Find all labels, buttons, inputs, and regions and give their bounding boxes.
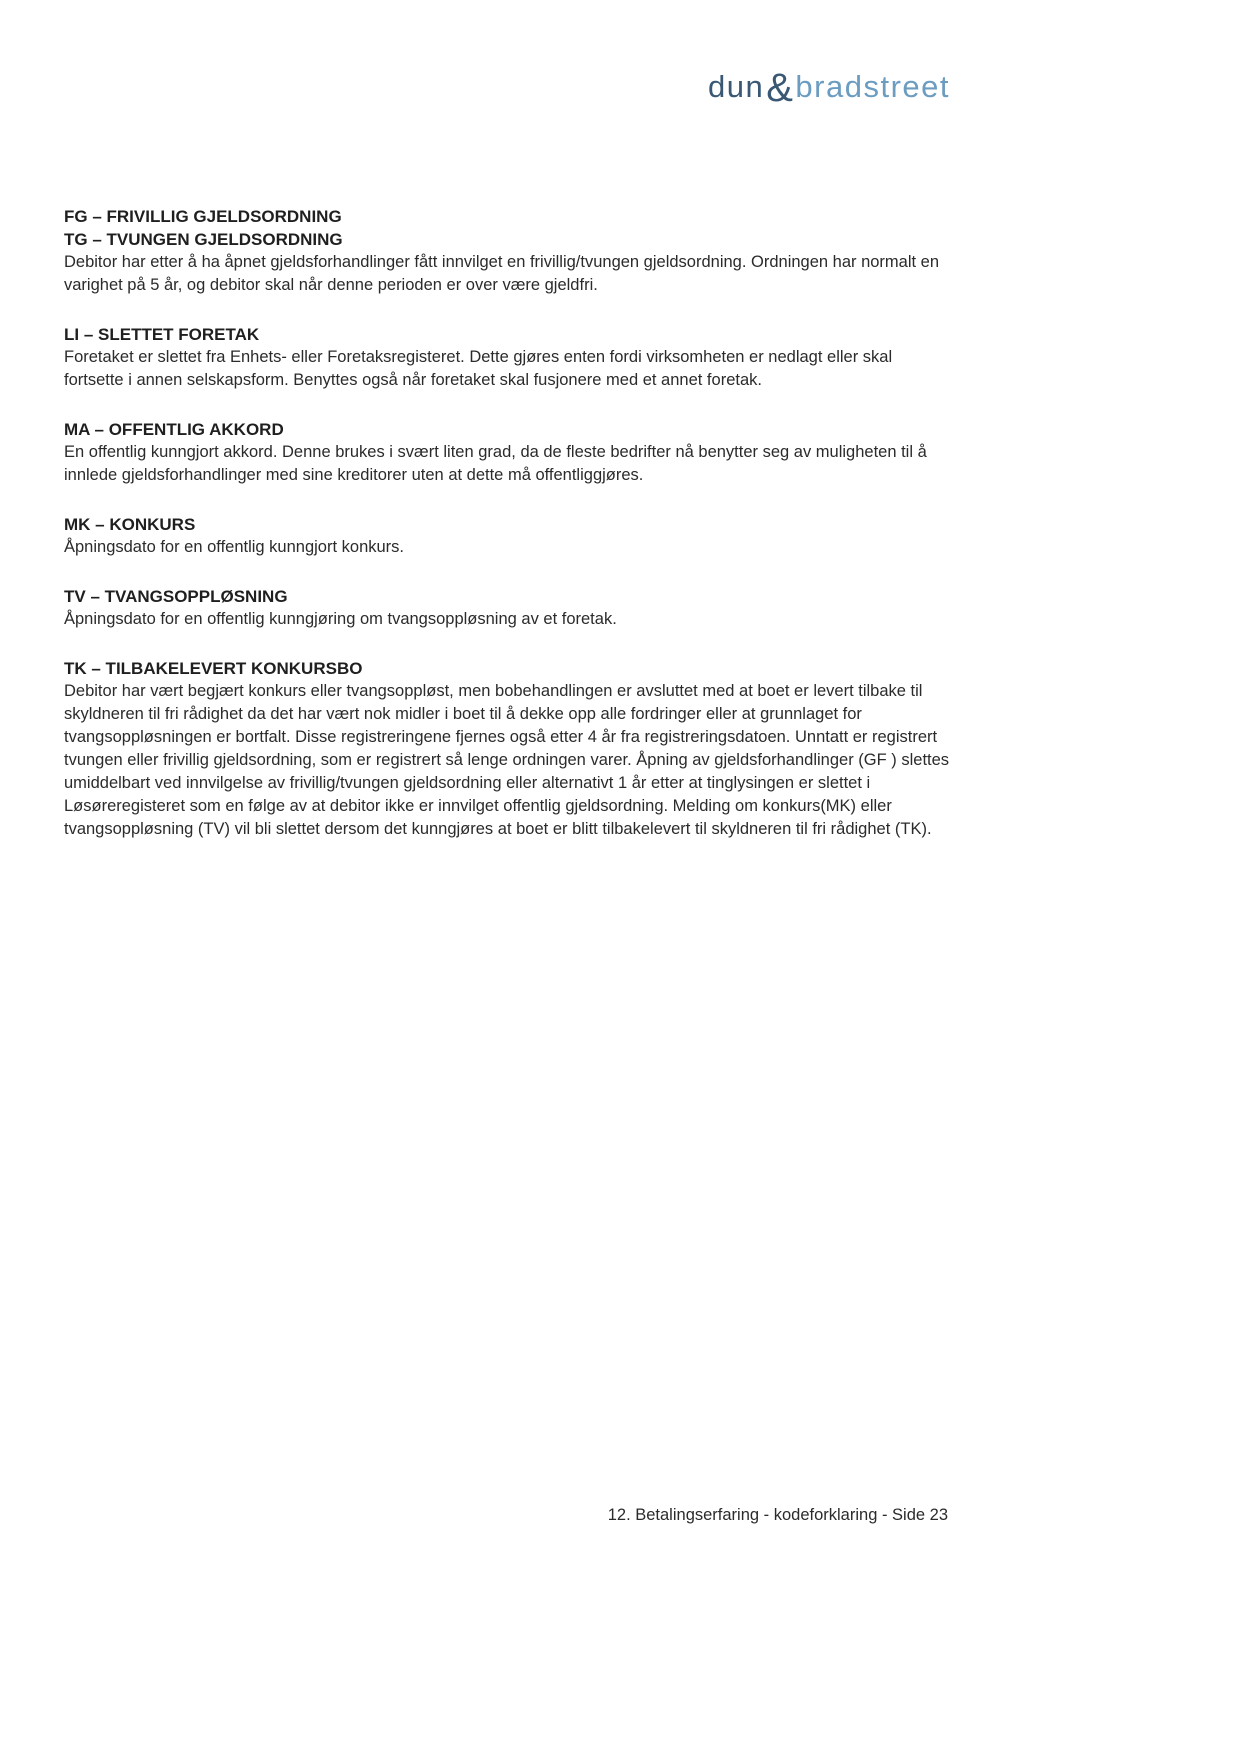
code-section: [64, 585, 954, 631]
dun-bradstreet-logo: [708, 68, 950, 108]
code-section: [64, 205, 954, 297]
code-heading: TG – TVUNGEN GJELDSORDNING: [64, 230, 343, 249]
code-section: [64, 513, 954, 559]
code-heading: MK – KONKURS: [64, 515, 196, 534]
code-description: Debitor har vært begjært konkurs eller tvangsoppløst, men bobehandlingen er avsluttet med at boet er levert tilbake til skyldneren til fri rådighet da det har vært nok midler i boet til å dekke opp alle fordringer eller at grunnlaget for tvangsoppløsningen er bortfalt. Disse registreringene fjernes også etter 4 år fra registreringsdatoen. Unntatt er registrert tvungen eller frivillig gjeldsordning, som er registrert så lenge ordningen varer. Åpning av gjeldsforhandlinger (GF ) slettes umiddelbart ved innvilgelse av frivillig/tvungen gjeldsordning eller alternativt 1 år etter at tinglysingen er slettet i Løsøreregisteret som en følge av at debitor ikke er innvilget offentlig gjeldsordning. Melding om konkurs(MK) eller tvangsoppløsning (TV) vil bli slettet dersom det kunngjøres at boet er blitt tilbakelevert til skyldneren til fri rådighet (TK).: [64, 682, 950, 838]
code-heading: FG – FRIVILLIG GJELDSORDNING: [64, 207, 342, 226]
code-heading: TK – TILBAKELEVERT KONKURSBO: [64, 659, 363, 678]
page-footer: 12. Betalingserfaring - kodeforklaring - Side 23: [607, 1506, 948, 1524]
code-description: Debitor har etter å ha åpnet gjeldsforhandlinger fått innvilget en frivillig/tvungen gjeldsordning. Ordningen har normalt en varighet på 5 år, og debitor skal når denne perioden er over være gjeldfri.: [64, 253, 940, 294]
code-description: Foretaket er slettet fra Enhets- eller Foretaksregisteret. Dette gjøres enten fordi virksomheten er nedlagt eller skal fortsette i annen selskapsform. Benyttes også når foretaket skal fusjonere med et annet foretak.: [64, 348, 893, 389]
code-section: [64, 657, 954, 841]
code-section: [64, 323, 954, 392]
code-definitions-list: [64, 205, 954, 867]
code-description: En offentlig kunngjort akkord. Denne brukes i svært liten grad, da de fleste bedrifter nå benytter seg av muligheten til å innlede gjeldsforhandlinger med sine kreditorer uten at dette må offentliggjøres.: [64, 443, 927, 484]
logo-ampersand-icon: &: [766, 66, 795, 110]
code-description: Åpningsdato for en offentlig kunngjøring om tvangsoppløsning av et foretak.: [64, 610, 617, 628]
code-description: Åpningsdato for en offentlig kunngjort konkurs.: [64, 538, 404, 556]
code-heading: TV – TVANGSOPPLØSNING: [64, 587, 288, 606]
code-heading: MA – OFFENTLIG AKKORD: [64, 420, 284, 439]
logo-text-dun: dun: [708, 69, 765, 104]
code-heading: LI – SLETTET FORETAK: [64, 325, 260, 344]
code-section: [64, 418, 954, 487]
logo-text-bradstreet: bradstreet: [795, 69, 950, 104]
